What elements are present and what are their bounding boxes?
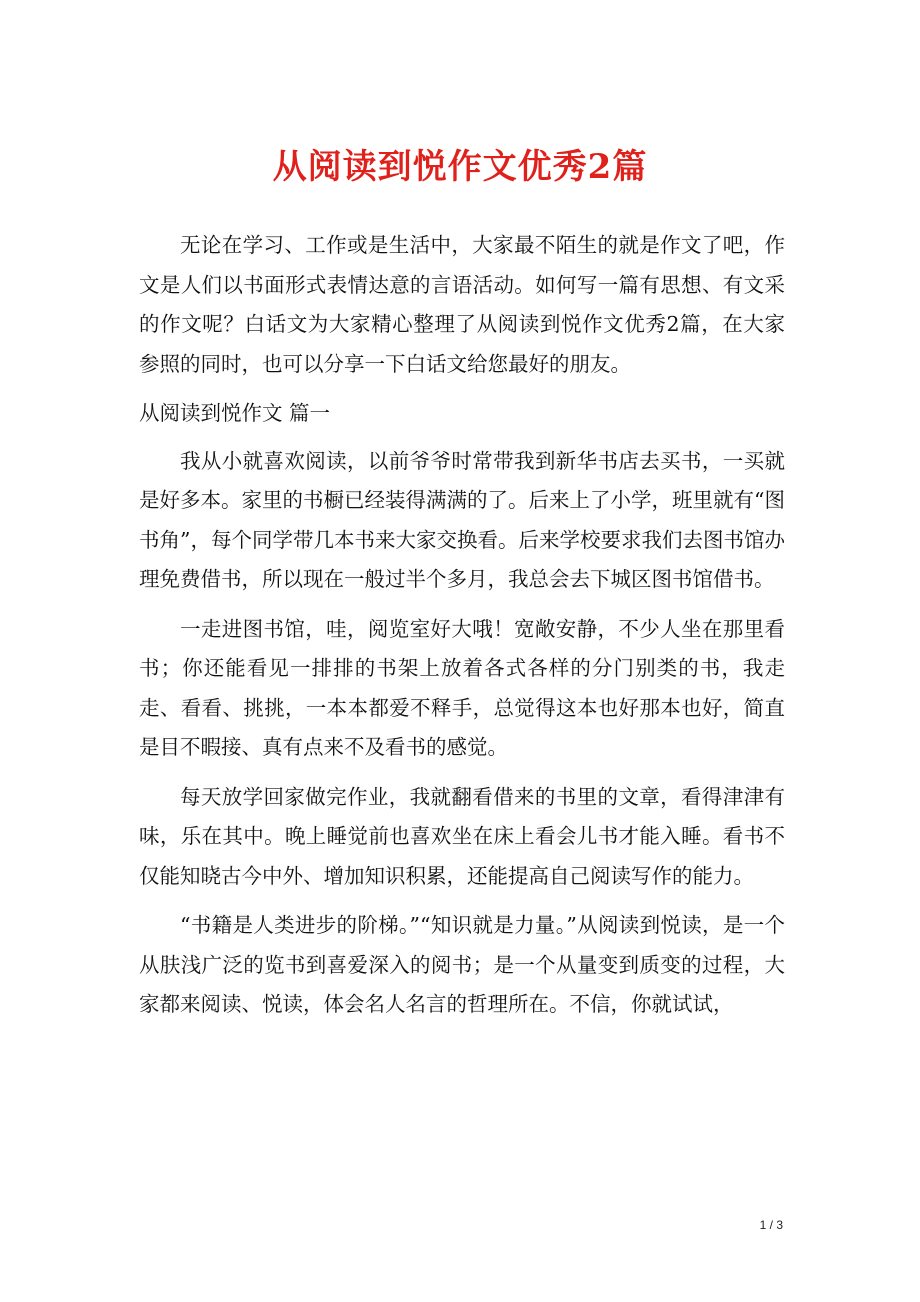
body-paragraph: 我从小就喜欢阅读，以前爷爷时常带我到新华书店去买书，一买就是好多本。家里的书橱已经装得满满的了。后来上了小学，班里就有“图书角”，每个同学带几本书来大家交换看。后来学校要求我们去图书馆办理免费借书，所以现在一般过半个多月，我总会去下城区图书馆借书。 [139, 448, 785, 591]
intro-paragraph: 无论在学习、工作或是生活中，大家最不陌生的就是作文了吧，作文是人们以书面形式表情达意的言语活动。如何写一篇有思想、有文采的作文呢？白话文为大家精心整理了从阅读到悦作文优秀2篇，在大家参照的同时，也可以分享一下白话文给您最好的朋友。 [139, 233, 785, 376]
body-paragraph: 每天放学回家做完作业，我就翻看借来的书里的文章，看得津津有味，乐在其中。晚上睡觉前也喜欢坐在床上看会儿书才能入睡。看书不仅能知晓古今中外、增加知识积累，还能提高自己阅读写作的能力。 [139, 784, 785, 888]
body-paragraph: “书籍是人类进步的阶梯。”“知识就是力量。”从阅读到悦读，是一个从肤浅广泛的览书到喜爱深入的阅书；是一个从量变到质变的过程，大家都来阅读、悦读，体会名人名言的哲理所在。不信，你就试试， [139, 913, 785, 1016]
document-title: 从阅读到悦作文优秀2篇 [272, 147, 648, 187]
body-paragraph: 一走进图书馆，哇，阅览室好大哦！宽敞安静，不少人坐在那里看书；你还能看见一排排的书架上放着各式各样的分门别类的书，我走走、看看、挑挑，一本本都爱不释手，总觉得这本也好那本也好，简直是目不暇接、真有点来不及看书的感觉。 [139, 616, 785, 759]
section-heading: 从阅读到悦作文 篇一 [139, 401, 331, 425]
page-number: 1 / 3 [759, 1218, 783, 1232]
document-body [139, 226, 785, 1035]
